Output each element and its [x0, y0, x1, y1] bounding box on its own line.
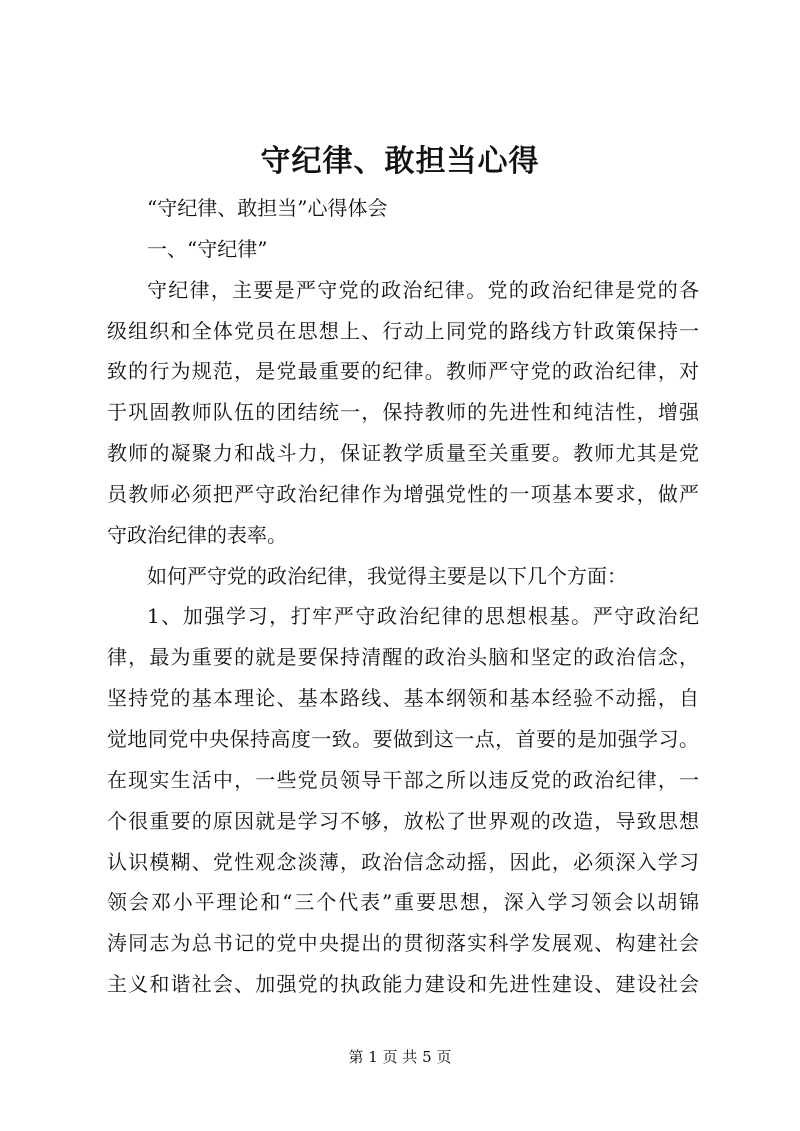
paragraph-line: 觉地同党中央保持高度一致。要做到这一点，首要的是加强学习。	[107, 726, 699, 751]
paragraph-2: 如何严守党的政治纪律，我觉得主要是以下几个方面：	[147, 563, 627, 588]
paragraph-line: 级组织和全体党员在思想上、行动上同党的路线方针政策保持一	[107, 318, 699, 343]
paragraph-3	[107, 596, 699, 1004]
paragraph-line: 员教师必须把严守政治纪律作为增强党性的一项基本要求，做严	[107, 481, 699, 506]
subtitle: “守纪律、敢担当”心得体会	[147, 196, 388, 220]
paragraph-line: 在现实生活中，一些党员领导干部之所以违反党的政治纪律，一	[107, 767, 699, 792]
paragraph-line: 守纪律，主要是严守党的政治纪律。党的政治纪律是党的各	[147, 277, 699, 302]
document-title: 守纪律、敢担当心得	[260, 144, 540, 179]
page-number: 第 1 页 共 5 页	[348, 1048, 452, 1066]
document-body	[107, 188, 699, 1005]
paragraph-line: 守政治纪律的表率。	[107, 522, 287, 547]
section-heading: 一、“守纪律”	[147, 236, 268, 261]
paragraph-line: 致的行为规范，是党最重要的纪律。教师严守党的政治纪律，对	[107, 359, 699, 384]
paragraph-line: 领会邓小平理论和“三个代表”重要思想，深入学习领会以胡锦	[107, 890, 699, 915]
paragraph-line: 个很重要的原因就是学习不够，放松了世界观的改造，导致思想	[107, 808, 699, 833]
paragraph-line: 坚持党的基本理论、基本路线、基本纲领和基本经验不动摇，自	[107, 686, 699, 711]
paragraph-line: 教师的凝聚力和战斗力，保证教学质量至关重要。教师尤其是党	[107, 441, 699, 466]
paragraph-1	[107, 270, 699, 556]
paragraph-line: 于巩固教师队伍的团结统一，保持教师的先进性和纯洁性，增强	[107, 400, 699, 425]
paragraph-line: 认识模糊、党性观念淡薄，政治信念动摇，因此，必须深入学习	[107, 849, 699, 874]
paragraph-line: 涛同志为总书记的党中央提出的贯彻落实科学发展观、构建社会	[107, 931, 699, 956]
paragraph-line: 1、加强学习，打牢严守政治纪律的思想根基。严守政治纪	[147, 604, 699, 629]
paragraph-line: 主义和谐社会、加强党的执政能力建设和先进性建设、建设社会	[107, 972, 699, 997]
paragraph-line: 律，最为重要的就是要保持清醒的政治头脑和坚定的政治信念，	[107, 645, 699, 670]
